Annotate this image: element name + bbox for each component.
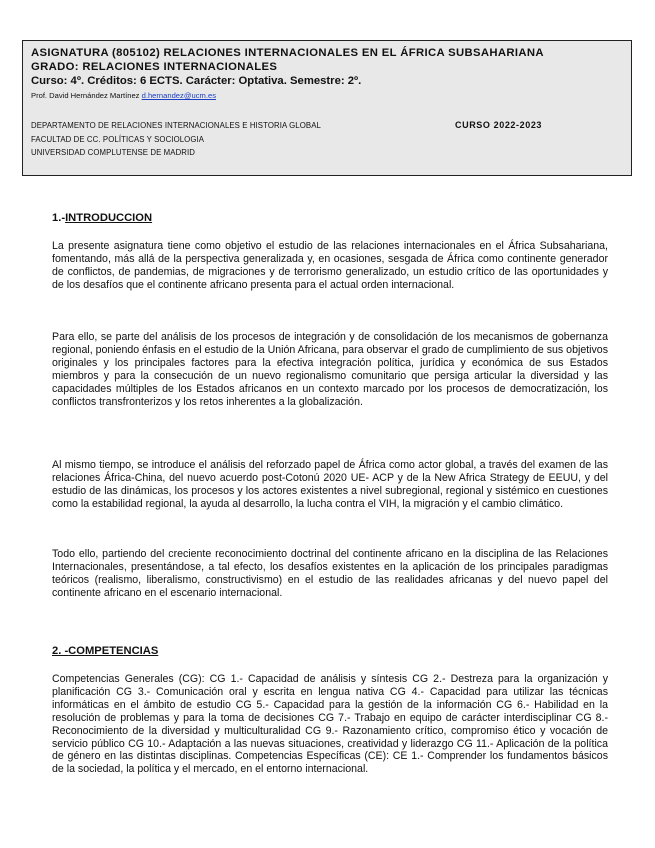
section-number: 1.- [52,212,66,224]
paragraph: Todo ello, partiendo del creciente reconocimiento doctrinal del continente africano en la disciplina de las Relaciones Internacionales, presentándose, a tal efecto, los desafíos existentes en la aplicación de los principales paradigmas teóricos (realismo, liberalismo, constructivismo) en el estudio de las realidades africanas y del nuevo papel del continente africano en el escenario internacional. [52,548,608,599]
course-title: ASIGNATURA (805102) RELACIONES INTERNACIONALES EN EL ÁFRICA SUBSAHARIANA [31,47,544,59]
professor-name: Prof. David Hernández Martínez [31,91,140,100]
course-header-box [22,40,632,176]
section-title: INTRODUCCION [65,212,153,224]
professor-line [31,91,216,101]
section-heading-competencias [52,645,158,657]
paragraph: La presente asignatura tiene como objetivo el estudio de las relaciones internacionales en el África Subsahariana, fomentando, más allá de la perspectiva generalizada y, en ocasiones, sesgada de África como continente generador de conflictos, de pandemias, de migraciones y de terrorismo generalizado, un estudio crítico de las oportunidades y de los desafíos que el continente africano presenta para el actual orden internacional. [52,240,608,291]
university-name: UNIVERSIDAD COMPLUTENSE DE MADRID [31,148,196,157]
paragraph: Competencias Generales (CG): CG 1.- Capacidad de análisis y síntesis CG 2.- Destreza para la organización y planificación CG 3.- Comunicación oral y escrita en lengua nativa CG 4.- Capacidad para utilizar las técnicas informáticas en el ámbito de estudio CG 5.- Capacidad para la gestión de la información CG 6.- Habilidad en la resolución de problemas y para la toma de decisiones CG 7.- Trabajo en equipo de carácter interdisciplinar CG 8.- Reconocimiento de la diversidad y multiculturalidad CG 9.- Razonamiento crítico, compromiso ético y vocación de servicio público CG 10.- Adaptación a las nuevas situaciones, creatividad y liderazgo CG 11.- Aplicación de la política de género en las distintas disciplinas. Competencias Específicas (CE): CE 1.- Comprender los fundamentos básicos de la sociedad, la política y el mercado, en el entorno internacional. [52,673,608,776]
department-name: DEPARTAMENTO DE RELACIONES INTERNACIONALES E HISTORIA GLOBAL [31,121,321,130]
faculty-name: FACULTAD DE CC. POLÍTICAS Y SOCIOLOGIA [31,135,205,144]
professor-email-link[interactable]: d.hernandez@ucm.es [141,91,217,100]
paragraph: Al mismo tiempo, se introduce el análisis del reforzado papel de África como actor global, a través del examen de las relaciones África-China, del nuevo acuerdo post-Cotonú 2020 UE- ACP y de la New Africa Strategy de EEUU, y del estudio de las dinámicas, los procesos y los actores existentes a nivel subregional, regional y sistémico en cuestiones como la estabilidad regional, la ayuda al desarrollo, la lucha contra el VIH, la migración y el cambio climático. [52,459,608,510]
section-heading-introduccion [52,212,152,224]
paragraph: Para ello, se parte del análisis de los procesos de integración y de consolidación de los mecanismos de gobernanza regional, poniendo énfasis en el estudio de la Unión Africana, para observar el grado de cumplimiento de sus objetivos originales y los principales factores para la efectiva integración política, jurídica y económica de sus Estados miembros y para la consecución de un nuevo regionalismo comunitario que persiga articular la diversidad y las capacidades múltiples de los Estados africanos en un contexto marcado por los procesos de democratización, los conflictos transfronterizos y los retos inherentes a la globalización. [52,331,608,408]
section-number: 2. - [52,645,69,657]
course-info: Curso: 4º. Créditos: 6 ECTS. Carácter: Optativa. Semestre: 2º. [31,75,362,87]
section-title: COMPETENCIAS [68,645,159,657]
degree-title: GRADO: RELACIONES INTERNACIONALES [31,61,278,73]
academic-year: CURSO 2022-2023 [455,120,543,130]
